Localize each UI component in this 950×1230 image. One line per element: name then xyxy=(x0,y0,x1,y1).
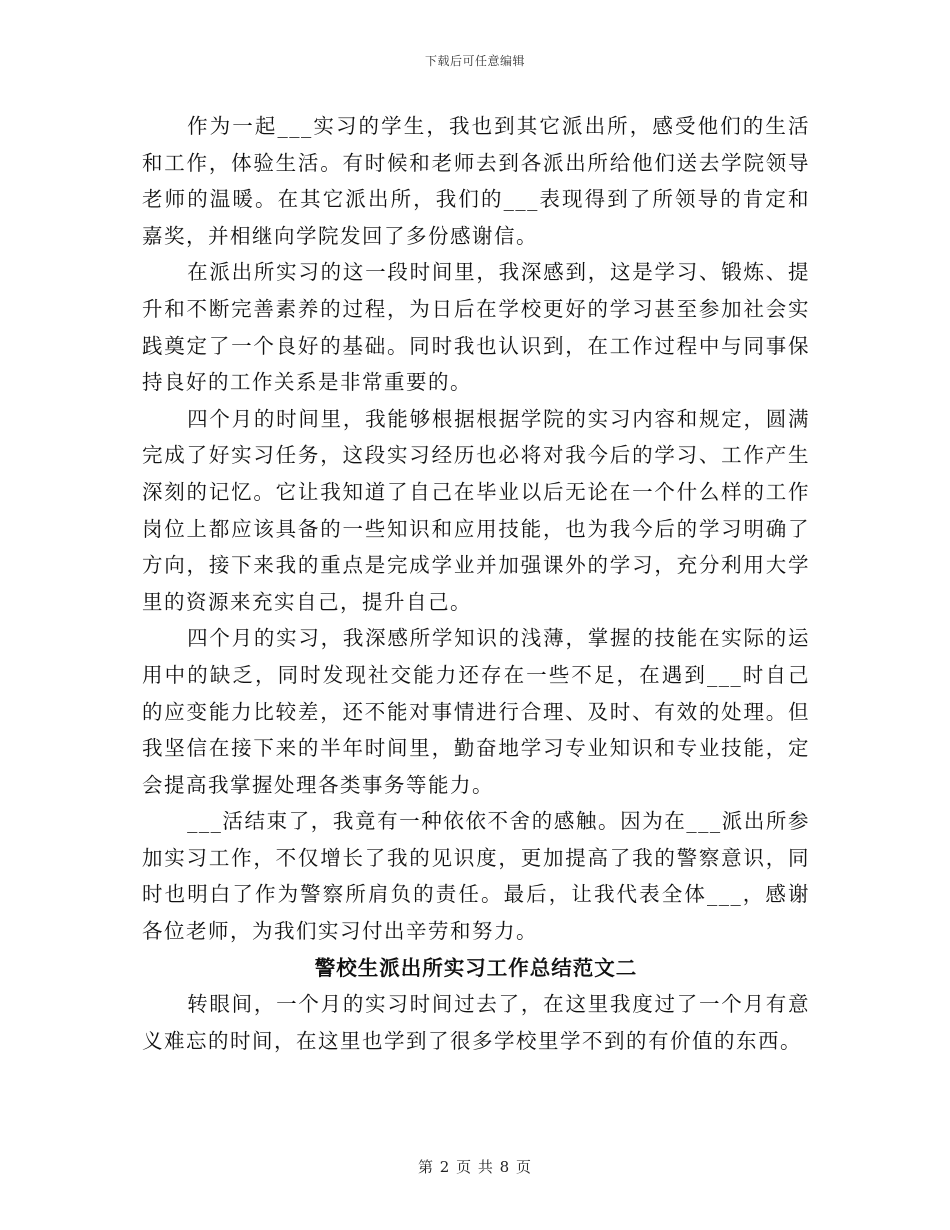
paragraph: 四个月的时间里，我能够根据根据学院的实习内容和规定，圆满完成了好实习任务，这段实习经历也必将对我今后的学习、工作产生深刻的记忆。它让我知道了自己在毕业以后无论在一个什么样的工作岗位上都应该具备的一些知识和应用技能，也为我今后的学习明确了方向，接下来我的重点是完成学业并加强课外的学习，充分利用大学里的资源来充实自己，提升自己。 xyxy=(142,406,810,614)
paragraph: 在派出所实习的这一段时间里，我深感到，这是学习、锻炼、提升和不断完善素养的过程，为日后在学校更好的学习甚至参加社会实践奠定了一个良好的基础。同时我也认识到，在工作过程中与同事保持良好的工作关系是非常重要的。 xyxy=(142,260,810,395)
paragraph: 四个月的实习，我深感所学知识的浅薄，掌握的技能在实际的运用中的缺乏，同时发现社交能力还存在一些不足，在遇到___时自己的应变能力比较差，还不能对事情进行合理、及时、有效的处理。但我坚信在接下来的半年时间里，勤奋地学习专业知识和专业技能，定会提高我掌握处理各类事务等能力。 xyxy=(142,626,810,797)
page-number: 第 2 页 共 8 页 xyxy=(418,1158,532,1176)
paragraph: ___活结束了，我竟有一种依依不舍的感触。因为在___派出所参加实习工作，不仅增长了我的见识度，更加提高了我的警察意识，同时也明白了作为警察所肩负的责任。最后，让我代表全体___，感谢各位老师，为我们实习付出辛劳和努力。 xyxy=(142,809,810,944)
section-title: 警校生派出所实习工作总结范文二 xyxy=(314,955,638,980)
paragraph: 作为一起___实习的学生，我也到其它派出所，感受他们的生活和工作，体验生活。有时候和老师去到各派出所给他们送去学院领导老师的温暖。在其它派出所，我们的___表现得到了所领导的肯定和嘉奖，并相继向学院发回了多份感谢信。 xyxy=(142,114,810,248)
document-body xyxy=(142,108,810,1059)
paragraph: 转眼间，一个月的实习时间过去了，在这里我度过了一个月有意义难忘的时间，在这里也学到了很多学校里学不到的有价值的东西。 xyxy=(142,992,810,1053)
header-note: 下载后可任意编辑 xyxy=(424,54,525,68)
